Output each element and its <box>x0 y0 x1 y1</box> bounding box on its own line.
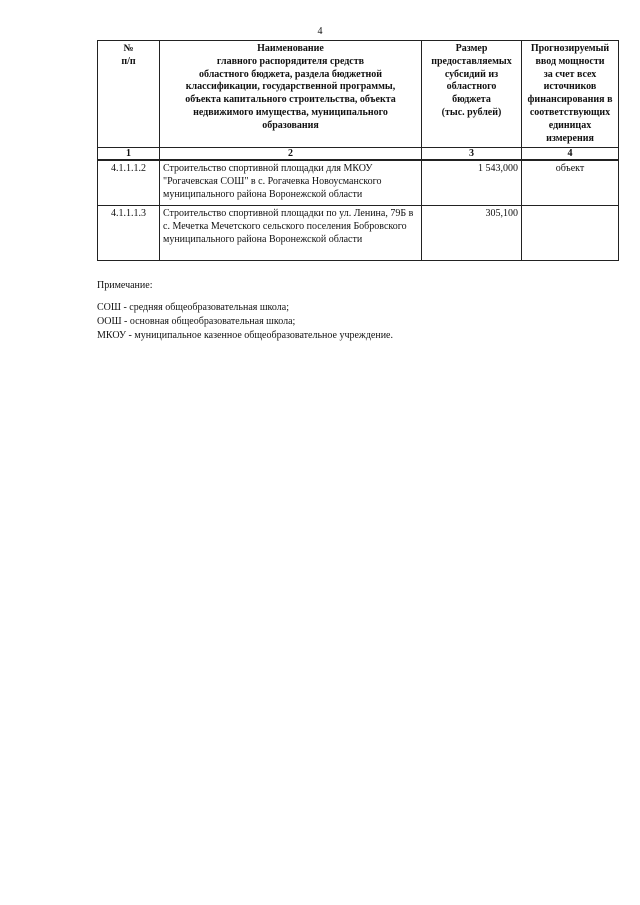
row-unit <box>522 206 619 261</box>
row-amount: 305,100 <box>422 206 522 261</box>
header-name: Наименование главного распорядителя средств областного бюджета, раздела бюджетной классификации, государственной программы, объекта капитального строительства, объекта недвижимого имущества, муниципального образования <box>160 41 422 148</box>
subsidy-table <box>97 40 619 261</box>
column-number: 1 <box>98 148 160 161</box>
row-name: Строительство спортивной площадки для МКОУ "Рогачевская СОШ" в с. Рогачевка Новоусманского муниципального района Воронежской области <box>160 160 422 206</box>
row-amount: 1 543,000 <box>422 160 522 206</box>
header-amount: Размер предоставляемых субсидий из областного бюджета (тыс. рублей) <box>422 41 522 148</box>
column-number: 2 <box>160 148 422 161</box>
header-capacity: Прогнозируемый ввод мощности за счет всех источников финансирования в соответствующих единицах измерения <box>522 41 619 148</box>
row-unit: объект <box>522 160 619 206</box>
column-number: 4 <box>522 148 619 161</box>
table-row <box>98 206 619 261</box>
column-number-row <box>98 148 619 161</box>
row-name: Строительство спортивной площадки по ул. Ленина, 79Б в с. Мечетка Мечетского сельского поселения Бобровского муниципального района Воронежской области <box>160 206 422 261</box>
notes-title: Примечание: <box>97 280 153 291</box>
header-number: № п/п <box>98 41 160 148</box>
row-number: 4.1.1.1.2 <box>98 160 160 206</box>
notes-section <box>97 279 393 343</box>
page-number: 4 <box>317 26 323 37</box>
note-item: СОШ - средняя общеобразовательная школа; <box>97 302 289 313</box>
table-header-row <box>98 41 619 148</box>
note-item: МКОУ - муниципальное казенное общеобразовательное учреждение. <box>97 330 393 341</box>
column-number: 3 <box>422 148 522 161</box>
note-item: ООШ - основная общеобразовательная школа; <box>97 316 296 327</box>
row-number: 4.1.1.1.3 <box>98 206 160 261</box>
table-row <box>98 160 619 206</box>
